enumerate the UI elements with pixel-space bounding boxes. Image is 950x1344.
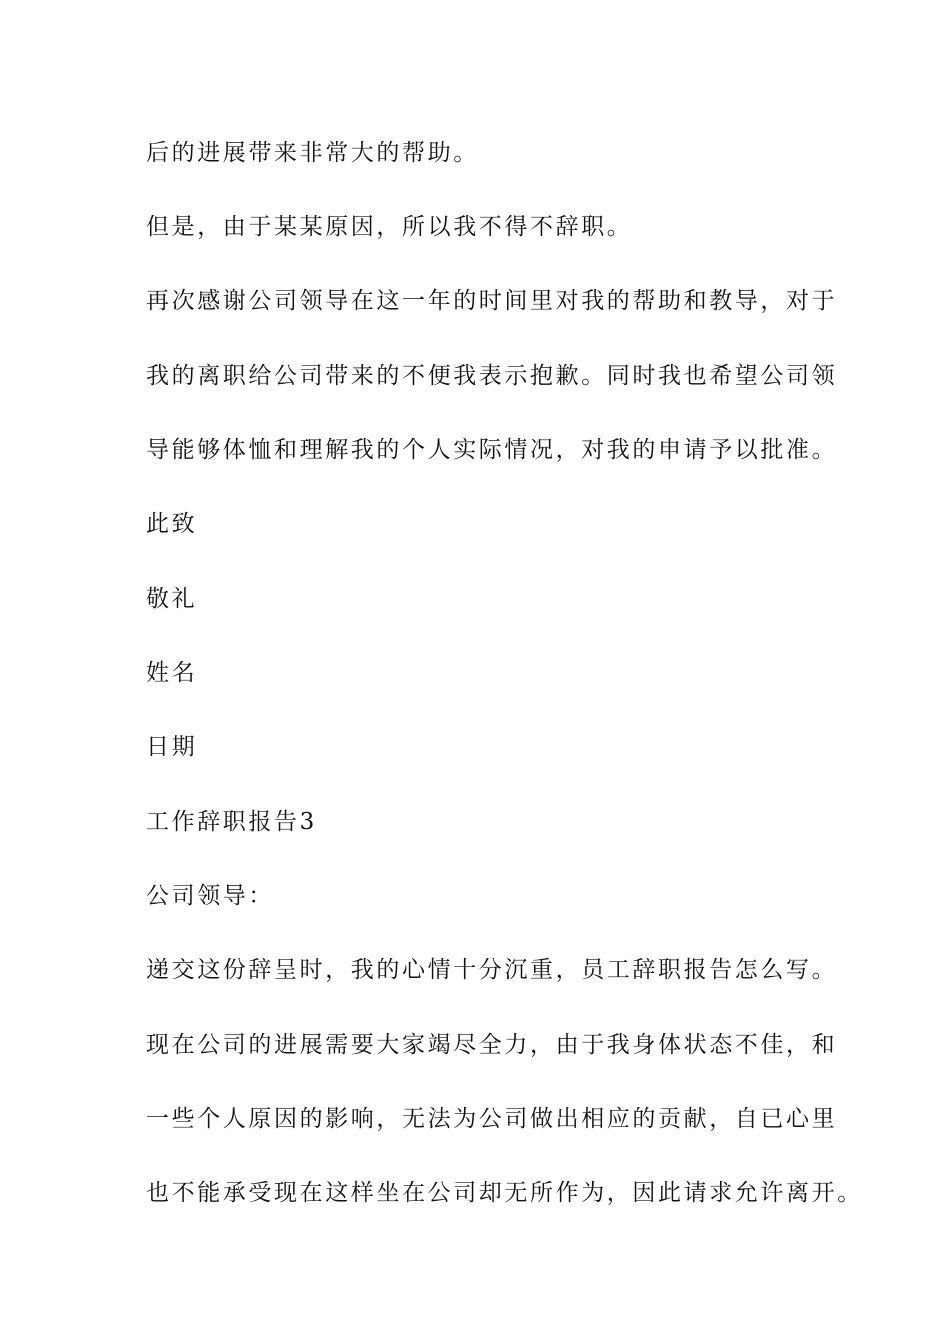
paragraph-line: 递交这份辞呈时，我的心情十分沉重，员工辞职报告怎么写。	[146, 957, 838, 983]
signature-name: 姓名	[146, 660, 198, 686]
signature-date: 日期	[146, 734, 198, 760]
paragraph-line: 现在公司的进展需要大家竭尽全力，由于我身体状态不佳，和	[146, 1032, 838, 1058]
paragraph-line: 导能够体恤和理解我的个人实际情况，对我的申请予以批准。	[146, 437, 838, 463]
paragraph-line: 但是，由于某某原因，所以我不得不辞职。	[146, 214, 633, 240]
section-heading: 工作辞职报告3	[146, 809, 317, 835]
paragraph-line: 后的进展带来非常大的帮助。	[146, 140, 479, 166]
paragraph-line: 再次感谢公司领导在这一年的时间里对我的帮助和教导，对于	[146, 288, 838, 314]
closing-salutation: 此致	[146, 511, 198, 537]
paragraph-line: 一些个人原因的影响，无法为公司做出相应的贡献，自已心里	[146, 1106, 838, 1132]
paragraph-line: 也不能承受现在这样坐在公司却无所作为，因此请求允许离开。	[146, 1180, 863, 1206]
letter-greeting: 公司领导：	[146, 883, 274, 909]
paragraph-line: 我的离职给公司带来的不便我表示抱歉。同时我也希望公司领	[146, 363, 838, 389]
closing-regards: 敬礼	[146, 586, 198, 612]
